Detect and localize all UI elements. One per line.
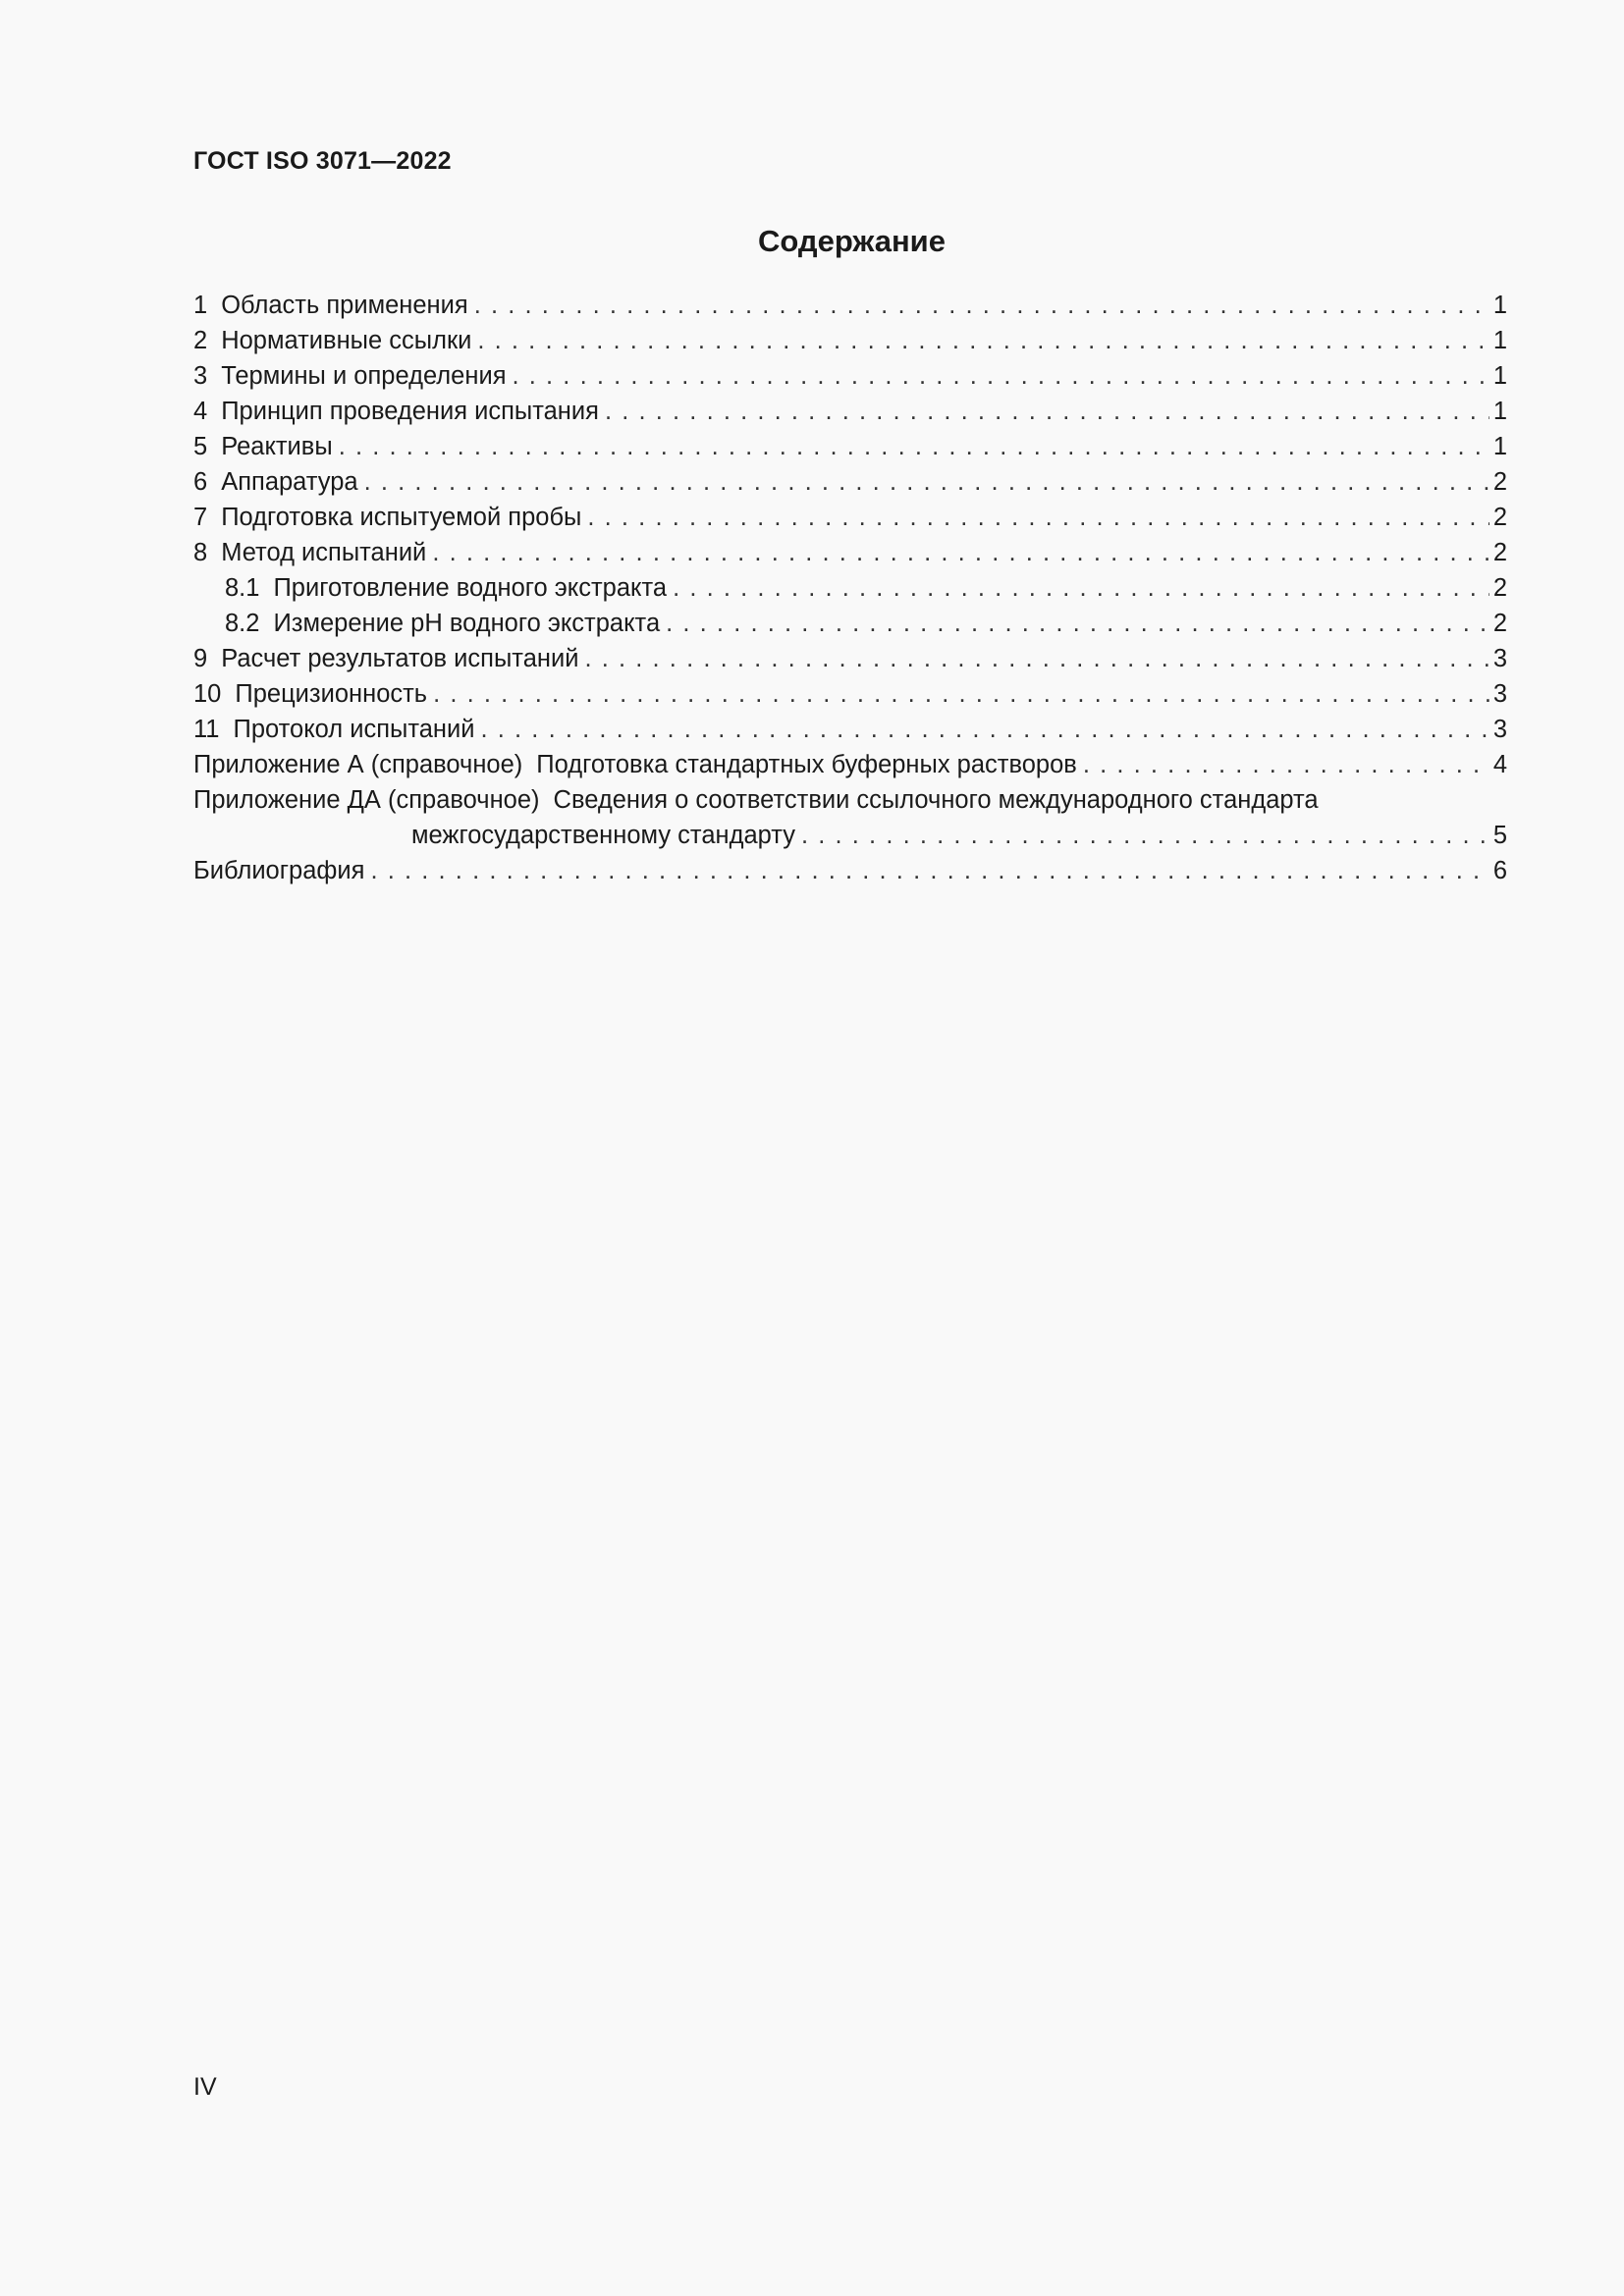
toc-entry-scope[interactable] <box>193 288 1507 323</box>
toc-entry-number: 7 <box>193 504 208 531</box>
dot-leader <box>432 535 1489 570</box>
toc-entry-apparatus[interactable] <box>193 464 1507 500</box>
toc-entry-page: 1 <box>1492 433 1507 460</box>
toc-entry-number: 8 <box>193 539 208 566</box>
dot-leader <box>481 712 1489 747</box>
toc-entry-number: 11 <box>193 716 220 743</box>
dot-leader <box>1083 747 1489 782</box>
dot-leader <box>587 500 1489 535</box>
page-number: IV <box>193 2073 217 2101</box>
toc-entry-page: 2 <box>1492 468 1507 496</box>
toc-entry-page: 2 <box>1492 504 1507 531</box>
toc-entry-page: 3 <box>1492 645 1507 672</box>
toc-entry-number: 8.1 <box>225 574 260 602</box>
dot-leader <box>584 641 1489 676</box>
toc-entry-ph-measurement[interactable] <box>193 606 1507 641</box>
dot-leader <box>673 570 1489 606</box>
dot-leader <box>474 288 1489 323</box>
toc-entry-title: Библиография <box>193 857 365 884</box>
toc-entry-title: Термины и определения <box>221 362 507 390</box>
toc-entry-bibliography[interactable] <box>193 853 1507 888</box>
toc-entry-test-method[interactable] <box>193 535 1507 570</box>
toc-entry-number: 2 <box>193 327 208 354</box>
toc-title: Содержание <box>758 224 946 258</box>
toc-entry-annex-da[interactable] <box>193 782 1507 818</box>
toc-entry-number: 9 <box>193 645 208 672</box>
toc-entry-page: 1 <box>1492 292 1507 319</box>
toc-entry-calculation[interactable] <box>193 641 1507 676</box>
toc-entry-page: 4 <box>1492 751 1507 778</box>
toc-entry-title: Аппаратура <box>221 468 358 496</box>
toc-entry-number: 10 <box>193 680 222 708</box>
toc-entry-title: Метод испытаний <box>221 539 427 566</box>
toc-entry-reagents[interactable] <box>193 429 1507 464</box>
dot-leader <box>666 606 1489 641</box>
toc-entry-annex-da-continuation[interactable] <box>193 818 1507 853</box>
toc-entry-page: 2 <box>1492 539 1507 566</box>
toc-entry-title: Расчет результатов испытаний <box>221 645 579 672</box>
dot-leader <box>513 358 1489 394</box>
toc-entry-page: 1 <box>1492 398 1507 425</box>
toc-entry-title: Реактивы <box>221 433 333 460</box>
toc-entry-number: 1 <box>193 292 208 319</box>
toc-entry-title: Подготовка испытуемой пробы <box>221 504 582 531</box>
dot-leader <box>605 394 1489 429</box>
toc-entry-page: 3 <box>1492 680 1507 708</box>
dot-leader <box>370 853 1489 888</box>
toc-entry-number: Приложение ДА (справочное) <box>193 786 540 814</box>
toc-entry-number: 4 <box>193 398 208 425</box>
toc-entry-title: Прецизионность <box>235 680 428 708</box>
toc-entry-number: 8.2 <box>225 610 260 637</box>
toc-entry-page: 2 <box>1492 610 1507 637</box>
toc-entry-sample-preparation[interactable] <box>193 500 1507 535</box>
toc-entry-title: Принцип проведения испытания <box>221 398 599 425</box>
toc-entry-page: 1 <box>1492 327 1507 354</box>
toc-entry-number: Приложение А (справочное) <box>193 751 523 778</box>
toc-entry-page: 6 <box>1492 857 1507 884</box>
table-of-contents <box>193 288 1507 888</box>
toc-entry-title: Приготовление водного экстракта <box>273 574 668 602</box>
toc-entry-title: Область применения <box>221 292 468 319</box>
toc-entry-title: Сведения о соответствии ссылочного международного стандарта <box>553 786 1319 814</box>
toc-entry-terms-definitions[interactable] <box>193 358 1507 394</box>
toc-entry-page: 1 <box>1492 362 1507 390</box>
toc-entry-page: 3 <box>1492 716 1507 743</box>
toc-entry-title: межгосударственному стандарту <box>411 822 795 849</box>
toc-entry-precision[interactable] <box>193 676 1507 712</box>
toc-entry-title: Подготовка стандартных буферных растворов <box>536 751 1077 778</box>
toc-entry-title: Измерение pH водного экстракта <box>273 610 661 637</box>
toc-entry-number: 5 <box>193 433 208 460</box>
toc-entry-page: 2 <box>1492 574 1507 602</box>
toc-entry-title: Нормативные ссылки <box>221 327 472 354</box>
dot-leader <box>477 323 1489 358</box>
toc-entry-title: Протокол испытаний <box>233 716 475 743</box>
toc-entry-test-report[interactable] <box>193 712 1507 747</box>
toc-entry-number: 3 <box>193 362 208 390</box>
toc-entry-annex-a[interactable] <box>193 747 1507 782</box>
toc-entry-test-principle[interactable] <box>193 394 1507 429</box>
toc-entry-number: 6 <box>193 468 208 496</box>
dot-leader <box>339 429 1489 464</box>
dot-leader <box>364 464 1489 500</box>
toc-entry-page: 5 <box>1492 822 1507 849</box>
document-header: ГОСТ ISO 3071—2022 <box>193 147 452 175</box>
toc-entry-normative-references[interactable] <box>193 323 1507 358</box>
dot-leader <box>433 676 1489 712</box>
toc-entry-aqueous-extract-preparation[interactable] <box>193 570 1507 606</box>
dot-leader <box>801 818 1489 853</box>
